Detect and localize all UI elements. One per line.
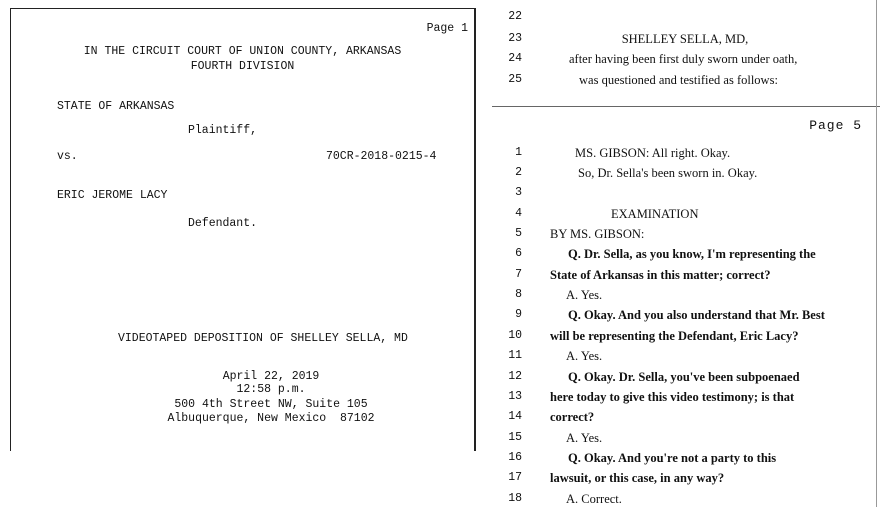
- question-text: Q. Okay. Dr. Sella, you've been subpoenaed: [568, 370, 800, 384]
- case-number: 70CR-2018-0215-4: [326, 150, 437, 163]
- question-text: Q. Okay. And you're not a party to this: [568, 451, 777, 465]
- line-number: 12: [508, 370, 522, 383]
- plaintiff-name: STATE OF ARKANSAS: [57, 100, 175, 113]
- line-number: 7: [515, 268, 522, 281]
- section-heading: EXAMINATION: [611, 207, 699, 221]
- plaintiff-role: Plaintiff,: [188, 124, 258, 137]
- court-division: FOURTH DIVISION: [190, 60, 295, 73]
- question-text: will be representing the Defendant, Eric Lacy?: [550, 329, 799, 343]
- transcript-page-1: [10, 8, 476, 451]
- line-text: MS. GIBSON: All right. Okay.: [575, 146, 731, 160]
- witness-name: SHELLEY SELLA, MD,: [621, 32, 749, 46]
- line-number: 18: [508, 492, 522, 505]
- defendant-name: ERIC JEROME LACY: [57, 189, 168, 202]
- transcript-page-4-end: [492, 0, 880, 108]
- line-number: 5: [515, 227, 522, 240]
- question-text: Q. Dr. Sella, as you know, I'm representing the: [568, 247, 816, 261]
- line-number: 13: [508, 390, 522, 403]
- line-number: 4: [515, 207, 522, 220]
- line-number: 25: [508, 73, 522, 86]
- line-number: 22: [508, 10, 522, 23]
- line-number: 16: [508, 451, 522, 464]
- line-text: after having been first duly sworn under oath,: [569, 52, 798, 66]
- question-text: Q. Okay. And you also understand that Mr. Best: [568, 308, 825, 322]
- answer-text: A. Correct.: [566, 492, 622, 506]
- answer-text: A. Yes.: [566, 288, 603, 302]
- line-number: 14: [508, 410, 522, 423]
- line-number: 1: [515, 146, 522, 159]
- line-number: 24: [508, 52, 522, 65]
- line-number: 3: [515, 186, 522, 199]
- deposition-title: VIDEOTAPED DEPOSITION OF SHELLEY SELLA, MD: [118, 332, 408, 345]
- line-number: 6: [515, 247, 522, 260]
- question-text: State of Arkansas in this matter; correct?: [550, 268, 771, 282]
- page-divider: [492, 106, 880, 107]
- line-number: 9: [515, 308, 522, 321]
- defendant-role: Defendant.: [188, 217, 258, 230]
- line-text: was questioned and testified as follows:: [579, 73, 778, 87]
- line-number: 2: [515, 166, 522, 179]
- line-number: 8: [515, 288, 522, 301]
- question-text: correct?: [550, 410, 595, 424]
- address-line-2: Albuquerque, New Mexico 87102: [167, 412, 375, 425]
- versus: vs.: [57, 150, 78, 163]
- deposition-date: April 22, 2019: [222, 370, 320, 383]
- court-heading: IN THE CIRCUIT COURT OF UNION COUNTY, ARKANSAS: [83, 45, 402, 58]
- page-label: Page 1: [426, 22, 468, 35]
- line-number: 15: [508, 431, 522, 444]
- transcript-page-5: [492, 108, 880, 507]
- page-label: Page 5: [809, 118, 862, 133]
- line-text: So, Dr. Sella's been sworn in. Okay.: [578, 166, 758, 180]
- line-text: BY MS. GIBSON:: [550, 227, 645, 241]
- question-text: lawsuit, or this case, in any way?: [550, 471, 725, 485]
- answer-text: A. Yes.: [566, 349, 603, 363]
- line-number: 11: [508, 349, 522, 362]
- line-number: 10: [508, 329, 522, 342]
- line-number: 23: [508, 32, 522, 45]
- answer-text: A. Yes.: [566, 431, 603, 445]
- question-text: here today to give this video testimony; is that: [550, 390, 795, 404]
- address-line-1: 500 4th Street NW, Suite 105: [174, 398, 368, 411]
- line-number: 17: [508, 471, 522, 484]
- deposition-time: 12:58 p.m.: [236, 383, 306, 396]
